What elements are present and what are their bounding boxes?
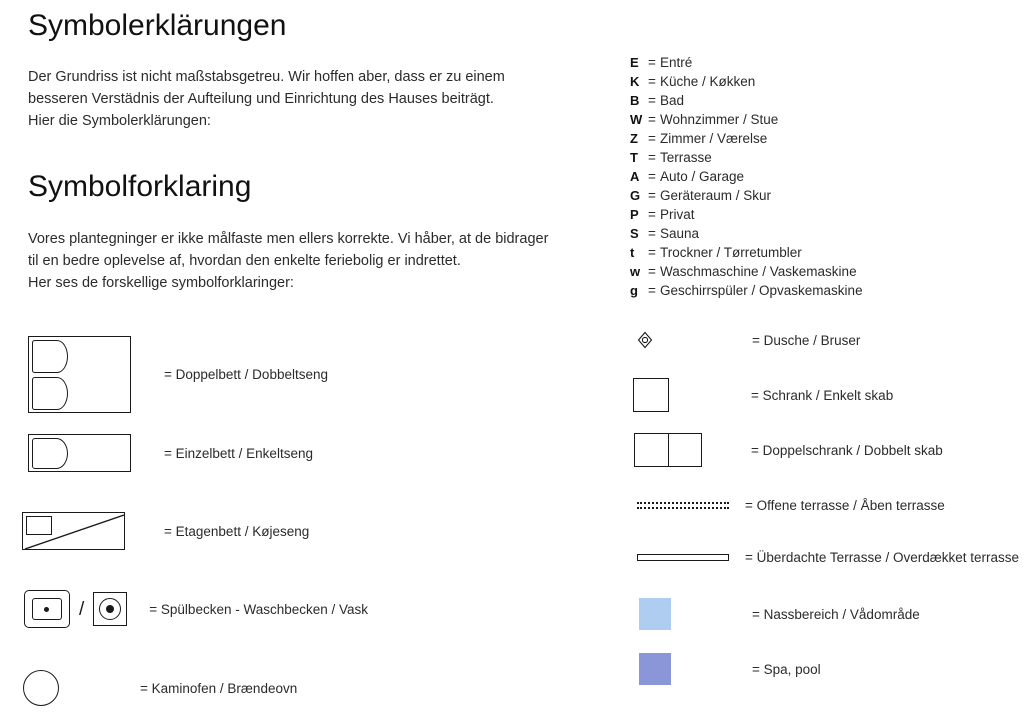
abbrev-value: Sauna bbox=[660, 226, 700, 241]
legend-label-cabinet: = Schrank / Enkelt skab bbox=[751, 387, 894, 403]
abbrev-value: Zimmer / Værelse bbox=[660, 131, 768, 146]
abbrev-value: Entré bbox=[660, 55, 693, 70]
abbrev-equals: = bbox=[648, 226, 656, 241]
abbrev-key: P bbox=[630, 207, 639, 222]
legend-label-stove: = Kaminofen / Brændeovn bbox=[140, 680, 298, 696]
legend-row-stove bbox=[23, 670, 297, 706]
abbreviation-row bbox=[630, 226, 863, 245]
legend-label-roofed-terrace: = Überdachte Terrasse / Overdækket terrasse bbox=[745, 550, 1019, 565]
abbrev-equals: = bbox=[648, 283, 656, 298]
legend-label-open-terrace: = Offene terrasse / Åben terrasse bbox=[745, 498, 945, 513]
abbrev-equals: = bbox=[648, 74, 656, 89]
pillow-shape bbox=[32, 377, 68, 410]
abbreviation-row bbox=[630, 207, 863, 226]
abbrev-key: A bbox=[630, 169, 640, 184]
legend-row-bunk-bed bbox=[22, 512, 309, 550]
double-cabinet-icon bbox=[634, 433, 702, 467]
abbrev-equals: = bbox=[648, 131, 656, 146]
legend-row-double-bed bbox=[28, 336, 328, 413]
left-column bbox=[28, 0, 588, 291]
abbrev-value: Auto / Garage bbox=[660, 169, 745, 184]
abbrev-value: Bad bbox=[660, 93, 685, 108]
legend-row-wet-area bbox=[639, 598, 920, 630]
abbrev-key: B bbox=[630, 93, 640, 108]
bunk-diagonal-line bbox=[23, 513, 125, 550]
abbreviation-row bbox=[630, 55, 863, 74]
abbrev-equals: = bbox=[648, 264, 656, 279]
legend-label-spa-pool: = Spa, pool bbox=[752, 661, 821, 677]
legend-row-roofed-terrace bbox=[637, 550, 1019, 565]
abbrev-equals: = bbox=[648, 245, 656, 260]
abbreviation-list bbox=[630, 55, 863, 302]
separator-slash: / bbox=[79, 598, 85, 620]
abbrev-key: G bbox=[630, 188, 641, 203]
legend-label-wet-area: = Nassbereich / Vådområde bbox=[752, 606, 920, 622]
abbrev-value: Geschirrspüler / Opvaskemaskine bbox=[660, 283, 863, 298]
abbrev-key: T bbox=[630, 150, 638, 165]
intro-dk-line-1: Vores plantegninger er ikke målfaste men ellers korrekte. Vi håber, at de bidrager bbox=[28, 231, 549, 247]
abbrev-equals: = bbox=[648, 169, 656, 184]
abbreviation-row bbox=[630, 131, 863, 150]
abbrev-key: W bbox=[630, 112, 643, 127]
legend-row-sink bbox=[24, 590, 368, 628]
abbreviation-row bbox=[630, 188, 863, 207]
abbreviation-row bbox=[630, 283, 863, 302]
legend-row-cabinet bbox=[633, 378, 893, 412]
wet-area-swatch-icon bbox=[639, 598, 671, 630]
cabinet-half-shape bbox=[669, 434, 702, 466]
spa-pool-swatch-icon bbox=[639, 653, 671, 685]
double-bed-icon bbox=[28, 336, 131, 413]
abbreviation-row bbox=[630, 150, 863, 169]
abbrev-equals: = bbox=[648, 55, 656, 70]
sink-icon bbox=[24, 590, 70, 628]
intro-de-line-2: besseren Verstädnis der Aufteilung und Einrichtung des Hauses beiträgt. bbox=[28, 91, 494, 107]
stove-icon bbox=[23, 670, 59, 706]
abbrev-value: Terrasse bbox=[660, 150, 712, 165]
legend-label-single-bed: = Einzelbett / Enkeltseng bbox=[164, 445, 313, 461]
abbrev-key: g bbox=[630, 283, 638, 298]
abbrev-value: Küche / Køkken bbox=[660, 74, 756, 89]
abbrev-equals: = bbox=[648, 207, 656, 222]
abbrev-equals: = bbox=[648, 93, 656, 108]
abbreviation-row bbox=[630, 264, 863, 283]
legend-row-open-terrace bbox=[637, 498, 945, 513]
washbasin-icon bbox=[93, 592, 127, 626]
shower-icon bbox=[636, 331, 654, 349]
abbrev-value: Privat bbox=[660, 207, 695, 222]
abbrev-key: t bbox=[630, 245, 635, 260]
roofed-terrace-icon bbox=[637, 554, 729, 561]
intro-paragraph-de bbox=[28, 66, 558, 132]
legend-label-double-bed: = Doppelbett / Dobbeltseng bbox=[164, 367, 328, 382]
pillow-shape bbox=[32, 438, 68, 469]
abbreviation-row bbox=[630, 74, 863, 93]
legend-row-shower bbox=[636, 331, 860, 349]
open-terrace-icon bbox=[637, 502, 729, 509]
abbrev-value: Geräteraum / Skur bbox=[660, 188, 772, 203]
legend-label-bunk-bed: = Etagenbett / Køjeseng bbox=[164, 523, 310, 539]
intro-de-line-3: Hier die Symbolerklärungen: bbox=[28, 113, 211, 129]
intro-dk-line-2: til en bedre oplevelse af, hvordan den enkelte feriebolig er indrettet. bbox=[28, 253, 461, 269]
intro-de-line-1: Der Grundriss ist nicht maßstabsgetreu. Wir hoffen aber, dass er zu einem bbox=[28, 69, 505, 85]
abbrev-key: K bbox=[630, 74, 640, 89]
abbrev-equals: = bbox=[648, 150, 656, 165]
single-bed-icon bbox=[28, 434, 131, 472]
legend-label-sink: = Spülbecken - Waschbecken / Vask bbox=[149, 601, 369, 617]
cabinet-half-shape bbox=[635, 434, 669, 466]
abbrev-equals: = bbox=[648, 188, 656, 203]
legend-row-spa-pool bbox=[639, 653, 821, 685]
legend-label-shower: = Dusche / Bruser bbox=[752, 332, 861, 348]
intro-dk-line-3: Her ses de forskellige symbolforklaringer: bbox=[28, 275, 294, 291]
legend-label-double-cabinet: = Doppelschrank / Dobbelt skab bbox=[751, 442, 943, 458]
abbrev-key: S bbox=[630, 226, 639, 241]
intro-paragraph-dk bbox=[28, 228, 573, 294]
legend-row-double-cabinet bbox=[634, 433, 943, 467]
abbrev-key: w bbox=[630, 264, 641, 279]
abbrev-equals: = bbox=[648, 112, 656, 127]
abbrev-key: E bbox=[630, 55, 639, 70]
page-title-dk: Symbolforklaring bbox=[28, 170, 252, 203]
abbrev-value: Trockner / Tørretumbler bbox=[660, 245, 802, 260]
legend-row-single-bed bbox=[28, 434, 313, 472]
abbrev-value: Wohnzimmer / Stue bbox=[660, 112, 779, 127]
abbrev-key: Z bbox=[630, 131, 638, 146]
bunk-bed-icon bbox=[22, 512, 125, 550]
sink-drain-dot bbox=[44, 607, 49, 612]
abbreviation-row bbox=[630, 93, 863, 112]
pillow-shape bbox=[32, 340, 68, 373]
cabinet-icon bbox=[633, 378, 669, 412]
abbreviation-row bbox=[630, 112, 863, 131]
abbreviation-row bbox=[630, 245, 863, 264]
abbrev-value: Waschmaschine / Vaskemaskine bbox=[660, 264, 857, 279]
page-title-de: Symbolerklärungen bbox=[28, 9, 287, 42]
abbreviation-row bbox=[630, 169, 863, 188]
